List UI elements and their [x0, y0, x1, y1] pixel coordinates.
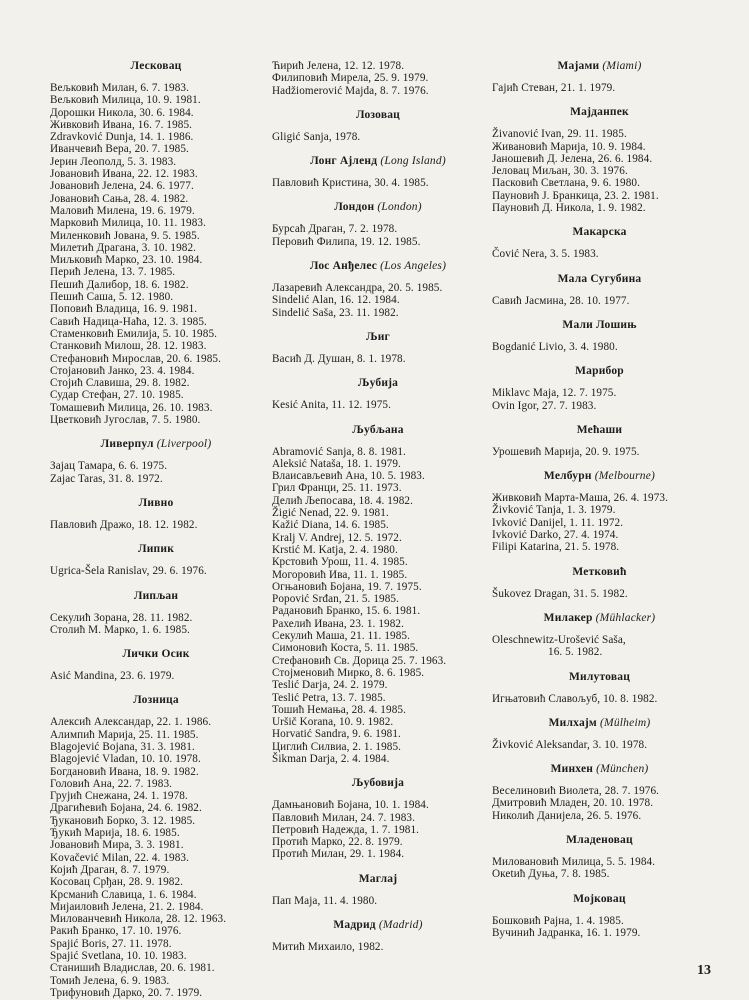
city-name: Липљан [133, 589, 179, 602]
city-name: Милхајм [548, 716, 597, 729]
name-entry: Стојић Славиша, 29. 8. 1982. [50, 377, 190, 390]
city-latin-name: (Liverpool) [156, 438, 212, 451]
name-entry: Spajić Svetlana, 10. 10. 1983. [50, 950, 187, 963]
name-entry: Радановић Бранко, 15. 6. 1981. [272, 605, 421, 618]
name-entry: Kesić Anita, 11. 12. 1975. [272, 399, 392, 412]
name-entry: Столић М. Марко, 1. 6. 1985. [50, 623, 190, 636]
city-heading [50, 694, 262, 706]
name-entry: Делић Љепосава, 18. 4. 1982. [272, 494, 413, 507]
name-entry: Ђукановић Борко, 3. 12. 1985. [50, 814, 196, 827]
city-name: Маглај [358, 872, 398, 885]
name-entry: Савић Надица-Наћа, 12. 3. 1985. [50, 315, 207, 328]
city-name: Младеновац [566, 834, 633, 847]
city-heading [492, 893, 707, 905]
name-entry: Миљковић Марко, 23. 10. 1984. [50, 254, 203, 267]
name-entry: Урошевић Марија, 20. 9. 1975. [492, 445, 640, 458]
name-entry: Стојановић Јанко, 23. 4. 1984. [50, 364, 195, 377]
city-name: Мојковац [573, 892, 626, 905]
name-entry: Стефановић Св. Дорица 25. 7. 1963. [272, 654, 447, 667]
city-name: Лос Анђелес [309, 260, 378, 273]
name-entry: Sindelić Alan, 16. 12. 1984. [272, 294, 400, 307]
name-entry: Милетић Драгана, 3. 10. 1982. [50, 241, 197, 254]
name-entry: Јовановић Ивана, 22. 12. 1983. [50, 168, 198, 181]
name-entry: Могоровић Ива, 11. 1. 1985. [272, 568, 408, 581]
name-entry: Живковић Ивана, 16. 7. 1985. [50, 118, 193, 131]
name-entry: Ђукић Марија, 18. 6. 1985. [50, 827, 180, 840]
name-entry: Косовац Срђан, 28. 9. 1982. [50, 876, 184, 889]
city-latin-name: (Long Island) [380, 155, 446, 168]
name-entry: Živković Aleksandar, 3. 10. 1978. [492, 738, 648, 751]
city-heading [272, 873, 484, 885]
city-heading [50, 648, 262, 660]
name-entry: Ivković Darko, 27. 4. 1974. [492, 529, 619, 542]
city-name: Мелбурн [543, 470, 592, 483]
city-name: Минхен [550, 763, 594, 776]
name-entry: Огњановић Бојана, 19. 7. 1975. [272, 580, 422, 593]
name-entry: Крсманић Славица, 1. 6. 1984. [50, 888, 197, 901]
name-entry: Перовић Филипа, 19. 12. 1985. [272, 235, 421, 248]
city-heading [492, 470, 707, 482]
name-entry: Веселиновић Виолета, 28. 7. 1976. [492, 785, 660, 798]
name-entry: Станишић Владислав, 20. 6. 1981. [50, 962, 215, 975]
city-name: Марибор [575, 365, 624, 378]
name-entry: Дамњановић Бојана, 10. 1. 1984. [272, 799, 429, 812]
name-entry: Тошић Немања, 28. 4. 1985. [272, 703, 406, 716]
city-latin-name: (Mülheim) [600, 716, 651, 729]
name-entry: Маловић Милена, 19. 6. 1979. [50, 204, 195, 217]
name-entry: Мијаиловић Јелена, 21. 2. 1984. [50, 900, 204, 913]
name-entry: Пасковић Светлана, 9. 6. 1980. [492, 177, 641, 190]
name-entry: Abramović Sanja, 8. 8. 1981. [272, 445, 406, 458]
city-heading [492, 424, 707, 436]
name-entry: Цветковић Југослав, 7. 5. 1980. [50, 414, 201, 427]
city-name: Лозовац [355, 108, 401, 121]
name-entry: Krstić M. Katja, 2. 4. 1980. [272, 543, 398, 556]
page-number: 13 [697, 963, 711, 978]
name-entry: Савић Јасмина, 28. 10. 1977. [492, 294, 630, 307]
name-entry: Horvatić Sandra, 9. 6. 1981. [272, 728, 401, 741]
name-entry: Лазаревић Александра, 20. 5. 1985. [272, 282, 443, 295]
city-heading [492, 763, 707, 775]
name-entry: Дмитровић Младен, 20. 10. 1978. [492, 797, 654, 810]
name-entry: Циглић Силвиа, 2. 1. 1985. [272, 740, 402, 753]
name-entry: Gligić Sanja, 1978. [272, 130, 361, 143]
name-entry: Протић Марко, 22. 8. 1979. [272, 836, 403, 849]
city-latin-name: (München) [596, 763, 649, 776]
city-name: Љиг [366, 330, 390, 343]
name-entry: Пауновић Д. Никола, 1. 9. 1982. [492, 202, 646, 215]
name-entry: Васић Д. Душан, 8. 1. 1978. [272, 352, 406, 365]
name-entry: Јеловац Миљан, 30. 3. 1976. [492, 165, 628, 178]
city-latin-name: (Melbourne) [594, 470, 656, 483]
name-entry: Živanović Ivan, 29. 11. 1985. [492, 128, 627, 141]
city-heading [492, 60, 707, 72]
column-2 [272, 60, 484, 953]
name-entry: Јаношевић Д. Јелена, 26. 6. 1984. [492, 152, 653, 165]
city-name: Мајданпек [570, 106, 629, 119]
name-entry: Јовановић Мира, 3. 3. 1981. [50, 839, 184, 852]
name-entry: Aleksić Nataša, 18. 1. 1979. [272, 457, 401, 470]
name-entry: Teslić Darja, 24. 2. 1979. [272, 679, 388, 692]
column-1 [50, 60, 262, 999]
name-entry: Станковић Милош, 28. 12. 1983. [50, 340, 207, 353]
name-entry: Влаисављевић Ана, 10. 5. 1983. [272, 470, 425, 483]
name-entry: 16. 5. 1982. [548, 646, 603, 659]
city-heading [272, 109, 484, 121]
name-entry: Asić Mandina, 23. 6. 1979. [50, 670, 175, 683]
name-entry: Филиповић Мирела, 25. 9. 1979. [272, 72, 429, 85]
city-heading [492, 834, 707, 846]
city-heading [492, 717, 707, 729]
name-entry: Hadžiomerović Majda, 8. 7. 1976. [272, 84, 429, 97]
city-name: Ливно [138, 496, 174, 509]
name-entry: Јовановић Сања, 28. 4. 1982. [50, 192, 189, 205]
name-entry: Којић Драган, 8. 7. 1979. [50, 863, 170, 876]
city-name: Ливерпул [100, 438, 154, 451]
name-entry: Алимпић Марија, 25. 11. 1985. [50, 728, 199, 741]
city-name: Милутовац [568, 670, 631, 683]
name-entry: Вељковић Милан, 6. 7. 1983. [50, 82, 189, 94]
city-name: Мајами [557, 60, 600, 72]
name-entry: Стефановић Мирослав, 20. 6. 1985. [50, 352, 221, 365]
city-name: Лонг Ајленд [310, 155, 378, 168]
city-latin-name: (Mühlacker) [595, 611, 656, 624]
city-name: Мадрид [333, 919, 376, 932]
name-entry: Миловановић Милица, 5. 5. 1984. [492, 856, 656, 869]
name-entry: Ovin Igor, 27. 7. 1983. [492, 399, 597, 412]
city-latin-name: (Miami) [602, 60, 642, 72]
name-entry: Павловић Дражо, 18. 12. 1982. [50, 518, 198, 531]
city-heading [492, 566, 707, 578]
city-name: Љубљана [352, 423, 404, 436]
name-entry: Зајац Тамара, 6. 6. 1975. [50, 460, 168, 473]
city-name: Љубија [357, 377, 399, 390]
city-heading [50, 438, 262, 450]
name-entry: Žigić Nenad, 22. 9. 1981. [272, 507, 389, 520]
name-entry: Петровић Надежда, 1. 7. 1981. [272, 823, 420, 836]
name-entry: Kažić Diana, 14. 6. 1985. [272, 519, 389, 532]
city-heading [50, 60, 262, 72]
city-name: Мала Сугубина [557, 272, 642, 285]
name-entry: Томашевић Милица, 26. 10. 1983. [50, 401, 213, 414]
city-name: Лесковац [130, 60, 182, 72]
name-entry: Павловић Кристина, 30. 4. 1985. [272, 177, 429, 190]
name-entry: Ћирић Јелена, 12. 12. 1978. [272, 60, 405, 72]
name-entry: Sindelić Saša, 23. 11. 1982. [272, 306, 399, 319]
name-entry: Miklavc Maja, 12. 7. 1975. [492, 387, 617, 400]
name-entry: Николић Данијела, 26. 5. 1976. [492, 809, 642, 822]
city-heading [492, 365, 707, 377]
city-heading [492, 226, 707, 238]
name-entry: Spajić Boris, 27. 11. 1978. [50, 937, 172, 950]
city-heading [272, 260, 484, 272]
city-name: Метковић [572, 565, 627, 578]
name-entry: Милованчевић Никола, 28. 12. 1963. [50, 913, 227, 926]
name-entry: Головић Ана, 22. 7. 1983. [50, 777, 173, 790]
name-entry: Богдановић Ивана, 18. 9. 1982. [50, 765, 199, 778]
city-heading [272, 777, 484, 789]
name-entry: Живановић Марија, 10. 9. 1984. [492, 140, 646, 153]
name-entry: Рахелић Ивана, 23. 1. 1982. [272, 617, 404, 630]
name-entry: Секулић Зорана, 28. 11. 1982. [50, 611, 193, 624]
name-entry: Митић Михаило, 1982. [272, 941, 384, 954]
name-entry: Oleschnewitz-Urošević Saša, [492, 633, 626, 646]
name-entry: Марковић Милица, 10. 11. 1983. [50, 217, 206, 230]
name-entry: Стојменовић Мирко, 8. 6. 1985. [272, 666, 425, 679]
city-name: Лондон [334, 201, 375, 214]
name-entry: Живковић Марта-Маша, 26. 4. 1973. [492, 492, 669, 505]
name-entry: Вучинић Јадранка, 16. 1. 1979. [492, 926, 641, 939]
city-name: Лички Осик [122, 648, 190, 661]
city-heading [272, 424, 484, 436]
city-name: Мећаши [576, 423, 623, 436]
name-entry: Јерин Леополд, 5. 3. 1983. [50, 155, 177, 168]
city-name: Љубовија [351, 777, 405, 790]
name-entry: Судар Стефан, 27. 10. 1985. [50, 389, 184, 402]
name-entry: Teslić Petra, 13. 7. 1985. [272, 691, 386, 704]
name-entry: Крстовић Урош, 11. 4. 1985. [272, 556, 408, 569]
city-heading [492, 273, 707, 285]
city-heading [272, 377, 484, 389]
name-entry: Blagojević Vladan, 10. 10. 1978. [50, 753, 201, 766]
name-entry: Трифуновић Дарко, 20. 7. 1979. [50, 986, 203, 999]
name-entry: Čović Nera, 3. 5. 1983. [492, 248, 599, 261]
city-latin-name: (Los Angeles) [380, 260, 447, 273]
name-entry: Симоновић Коста, 5. 11. 1985. [272, 642, 419, 655]
name-entry: Popović Srđan, 21. 5. 1985. [272, 593, 400, 606]
name-entry: Стаменковић Емилија, 5. 10. 1985. [50, 327, 218, 340]
city-heading [50, 497, 262, 509]
name-entry: Пешић Далибор, 18. 6. 1982. [50, 278, 189, 291]
city-heading [272, 155, 484, 167]
name-entry: Дорошки Никола, 30. 6. 1984. [50, 106, 194, 119]
name-entry: Živković Tanja, 1. 3. 1979. [492, 504, 616, 517]
name-entry: Грујић Снежана, 24. 1. 1978. [50, 790, 188, 803]
city-heading [50, 590, 262, 602]
name-entry: Filipi Katarina, 21. 5. 1978. [492, 541, 620, 554]
city-name: Мали Лошињ [562, 318, 637, 331]
city-heading [492, 106, 707, 118]
name-entry: Океtић Дуња, 7. 8. 1985. [492, 868, 610, 881]
name-entry: Ugrica-Šela Ranislav, 29. 6. 1976. [50, 565, 207, 578]
name-entry: Грил Франци, 25. 11. 1973. [272, 482, 402, 495]
city-heading [272, 919, 484, 931]
name-entry: Šukovez Dragan, 31. 5. 1982. [492, 587, 628, 600]
name-entry: Миленковић Јована, 9. 5. 1985. [50, 229, 200, 242]
name-entry: Пап Маја, 11. 4. 1980. [272, 894, 378, 907]
name-entry: Бошковић Рајна, 1. 4. 1985. [492, 914, 624, 927]
name-entry: Uršič Korana, 10. 9. 1982. [272, 716, 394, 729]
name-entry: Пешић Саша, 5. 12. 1980. [50, 291, 174, 304]
name-entry: Ivković Danijel, 1. 11. 1972. [492, 516, 624, 529]
name-entry: Бурсаћ Драган, 7. 2. 1978. [272, 223, 398, 236]
city-heading [492, 612, 707, 624]
city-heading [272, 331, 484, 343]
city-name: Макарска [572, 226, 627, 239]
name-entry: Пауновић Ј. Бранкица, 23. 2. 1981. [492, 189, 659, 202]
city-latin-name: (Madrid) [378, 919, 423, 932]
name-entry: Šikman Darja, 2. 4. 1984. [272, 752, 390, 765]
city-name: Липик [137, 543, 175, 556]
name-entry: Zdravković Dunja, 14. 1. 1986. [50, 131, 194, 144]
name-entry: Поповић Владица, 16. 9. 1981. [50, 303, 198, 316]
name-entry: Гајић Стеван, 21. 1. 1979. [492, 82, 616, 94]
name-entry: Јовановић Јелена, 24. 6. 1977. [50, 180, 194, 193]
city-heading [492, 319, 707, 331]
name-entry: Перић Јелена, 13. 7. 1985. [50, 266, 176, 279]
name-entry: Zajac Taras, 31. 8. 1972. [50, 472, 163, 485]
name-entry: Секулић Маша, 21. 11. 1985. [272, 630, 411, 643]
city-name: Лозница [133, 694, 179, 707]
city-name: Милакер [543, 611, 593, 624]
name-entry: Kovačević Milan, 22. 4. 1983. [50, 851, 189, 864]
name-entry: Алексић Александар, 22. 1. 1986. [50, 716, 212, 729]
name-entry: Протић Милан, 29. 1. 1984. [272, 848, 405, 861]
name-entry: Blagojević Bojana, 31. 3. 1981. [50, 740, 195, 753]
name-entry: Павловић Милан, 24. 7. 1983. [272, 811, 416, 824]
name-entry: Kralj V. Andrej, 12. 5. 1972. [272, 531, 402, 544]
name-entry: Ракић Бранко, 17. 10. 1976. [50, 925, 182, 938]
city-heading [272, 201, 484, 213]
city-latin-name: (London) [377, 201, 422, 214]
city-heading [492, 671, 707, 683]
name-entry: Иванчевић Вера, 20. 7. 1985. [50, 143, 189, 156]
name-entry: Игњатовић Славољуб, 10. 8. 1982. [492, 692, 658, 705]
column-3 [492, 60, 707, 939]
name-entry: Вељковић Милица, 10. 9. 1981. [50, 94, 201, 107]
name-entry: Bogdanić Livio, 3. 4. 1980. [492, 340, 618, 353]
name-entry: Томић Јелена, 6. 9. 1983. [50, 974, 170, 987]
name-entry: Драгићевић Бојана, 24. 6. 1982. [50, 802, 202, 815]
city-heading [50, 543, 262, 555]
